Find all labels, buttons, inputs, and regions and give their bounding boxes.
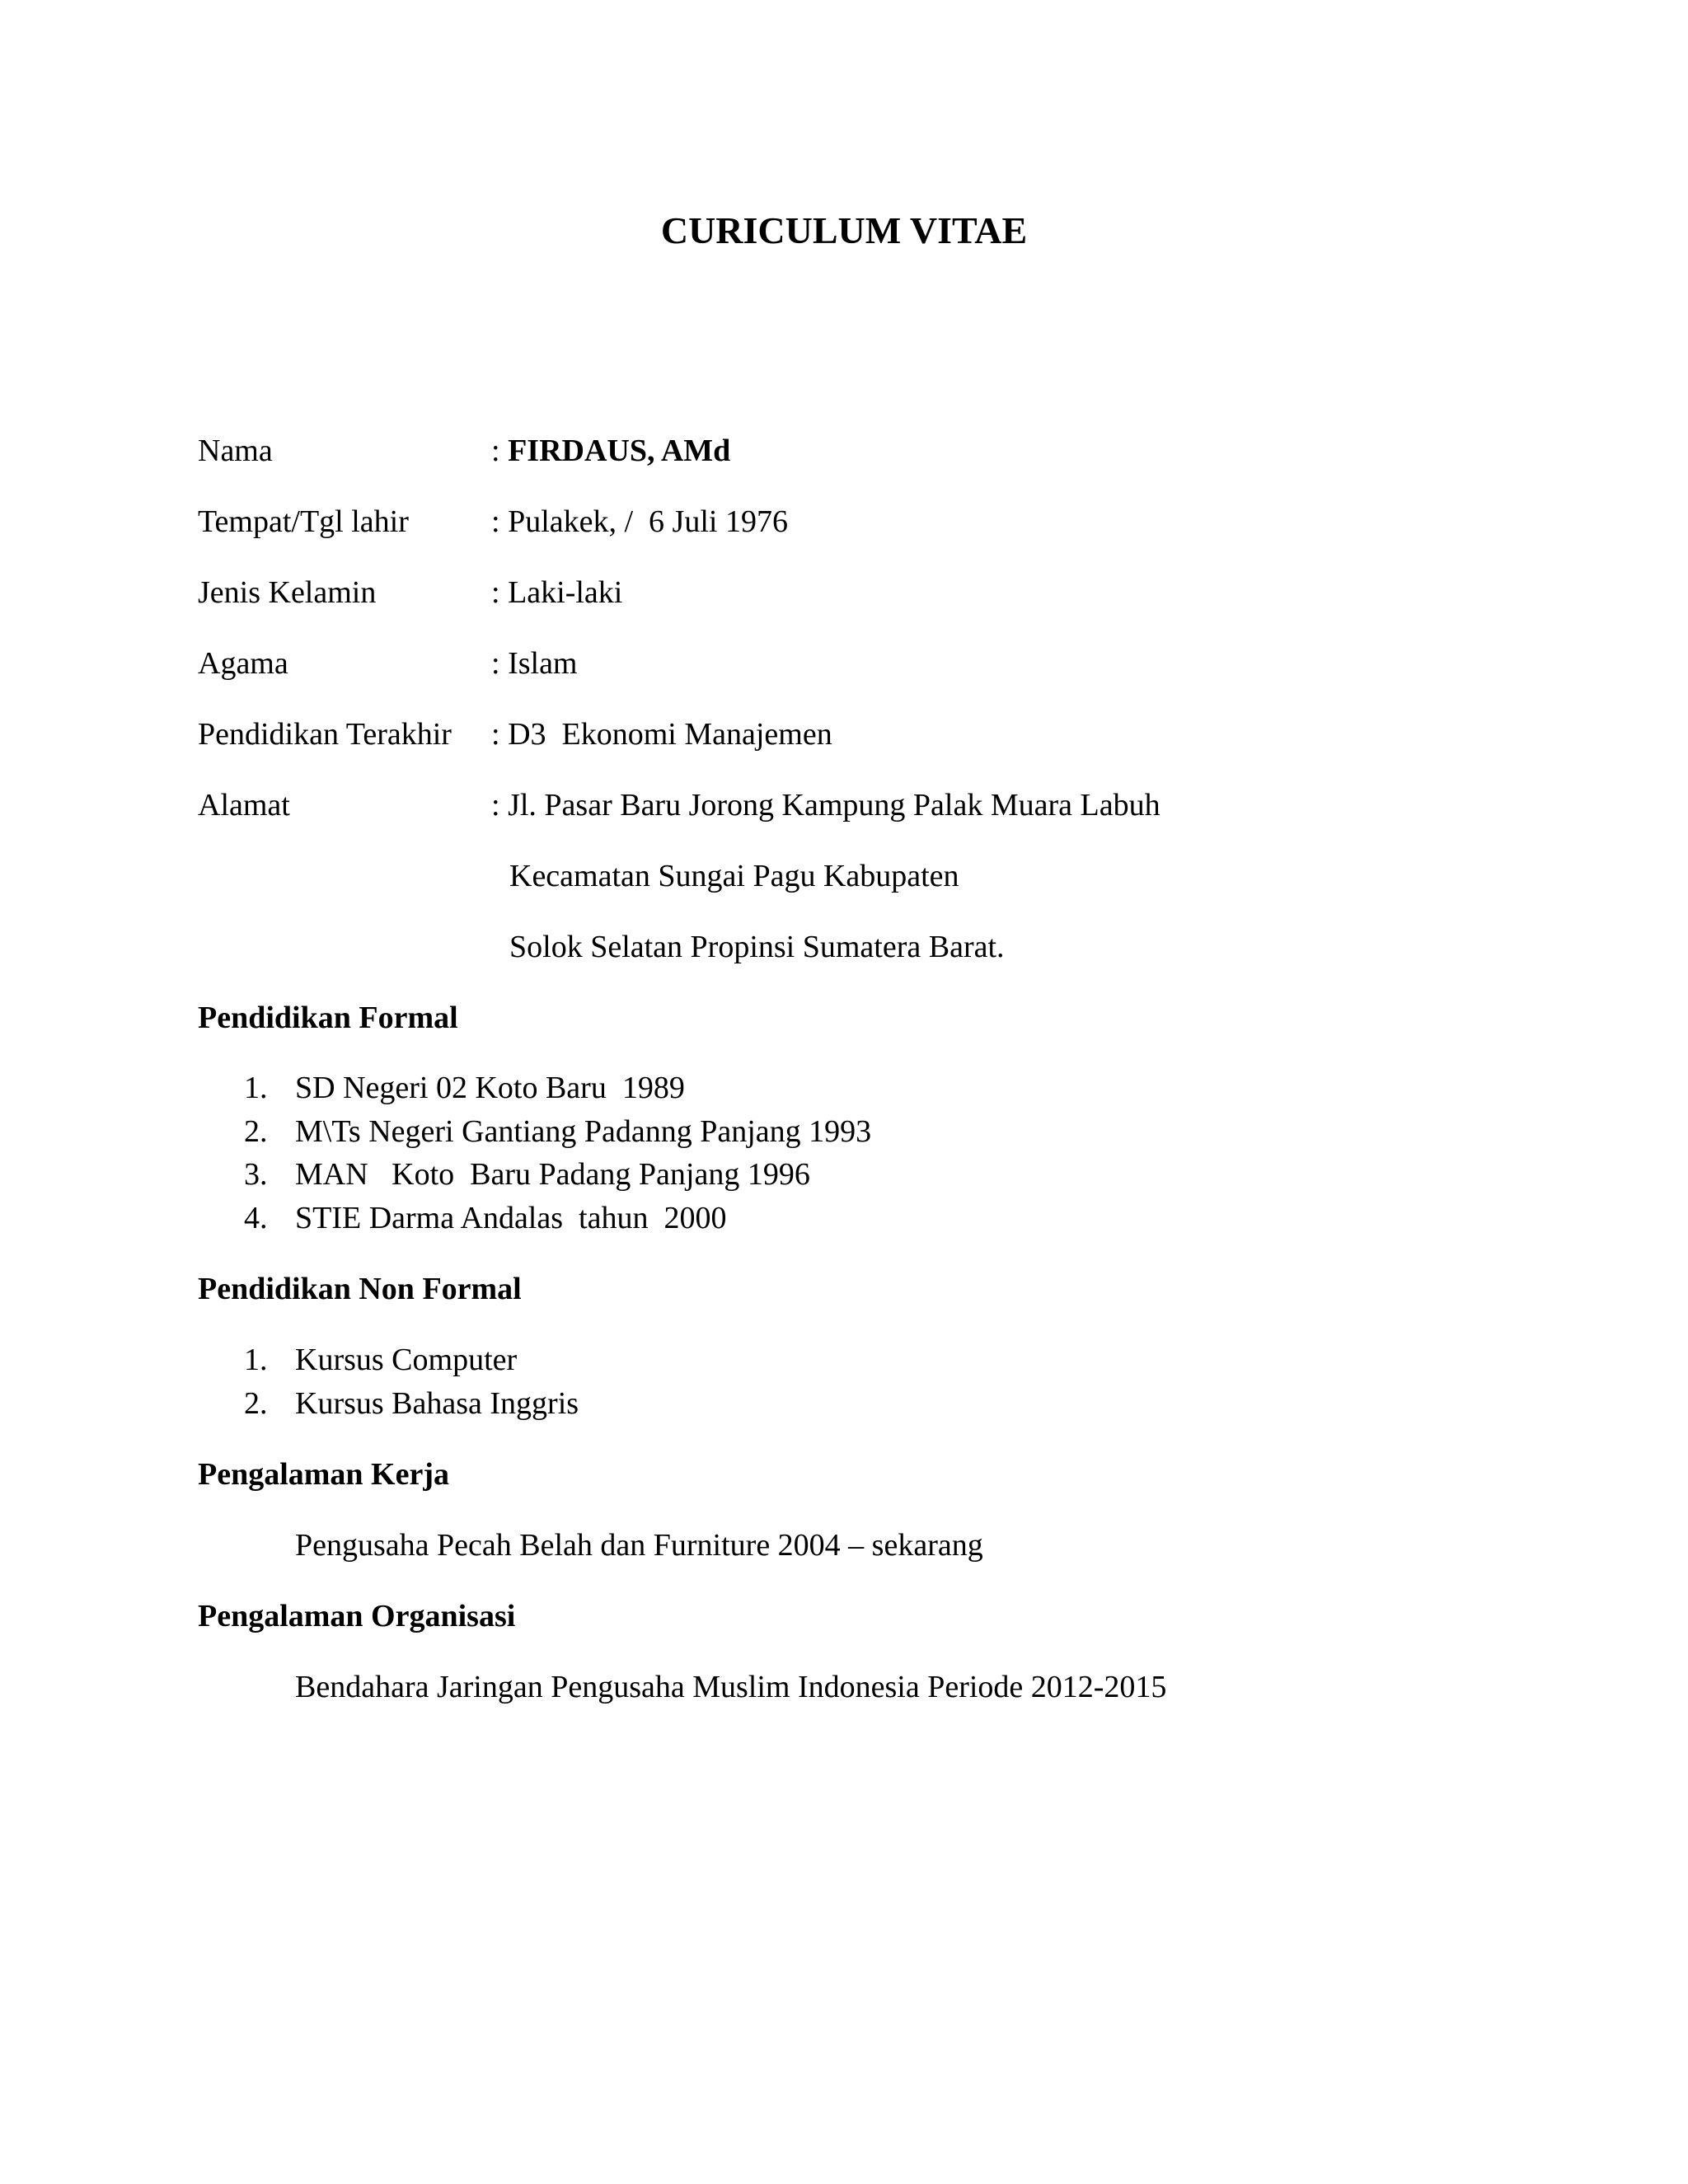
list-number: 1.	[244, 1343, 268, 1377]
list-number: 4.	[244, 1201, 268, 1235]
address-line: Kecamatan Sungai Pagu Kabupaten	[509, 859, 959, 893]
bio-label-jenis-kelamin: Jenis Kelamin	[198, 575, 377, 610]
list-number: 1.	[244, 1071, 268, 1105]
organization-experience-text: Bendahara Jaringan Pengusaha Muslim Indonesia Periode 2012-2015	[295, 1670, 1167, 1704]
bio-value-text: FIRDAUS, AMd	[508, 434, 731, 468]
bio-label-tempat-tgl-lahir: Tempat/Tgl lahir	[198, 504, 409, 539]
bio-colon: :	[491, 646, 500, 681]
list-number: 2.	[244, 1386, 268, 1421]
bio-label-nama: Nama	[198, 434, 273, 468]
bio-value-text: Laki-laki	[508, 575, 623, 610]
section-heading-pengalaman-kerja: Pengalaman Kerja	[198, 1457, 450, 1492]
bio-label-pendidikan-terakhir: Pendidikan Terakhir	[198, 717, 452, 752]
bio-value-jenis-kelamin	[491, 573, 622, 612]
bio-colon: :	[491, 575, 500, 610]
section-heading-pendidikan-formal: Pendidikan Formal	[198, 1001, 458, 1035]
bio-value-alamat	[491, 785, 1160, 825]
bio-label-agama: Agama	[198, 646, 288, 681]
bio-value-text: Islam	[508, 646, 578, 681]
address-line: Solok Selatan Propinsi Sumatera Barat.	[509, 930, 1005, 964]
list-item: M\Ts Negeri Gantiang Padanng Panjang 1993	[295, 1114, 872, 1149]
list-item: Kursus Computer	[295, 1343, 518, 1377]
bio-value-nama	[491, 431, 730, 471]
bio-value-text: D3 Ekonomi Manajemen	[508, 717, 832, 752]
list-item: SD Negeri 02 Koto Baru 1989	[295, 1071, 685, 1105]
list-item: MAN Koto Baru Padang Panjang 1996	[295, 1157, 810, 1192]
bio-colon: :	[491, 717, 500, 752]
list-number: 2.	[244, 1114, 268, 1149]
bio-value-agama	[491, 644, 578, 683]
section-heading-pendidikan-non-formal: Pendidikan Non Formal	[198, 1272, 522, 1306]
bio-colon: :	[491, 788, 500, 823]
list-item: STIE Darma Andalas tahun 2000	[295, 1201, 727, 1235]
bio-label-alamat: Alamat	[198, 788, 290, 823]
list-item: Kursus Bahasa Inggris	[295, 1386, 579, 1421]
bio-value-text: Jl. Pasar Baru Jorong Kampung Palak Muara Labuh	[508, 788, 1160, 823]
list-number: 3.	[244, 1157, 268, 1192]
section-heading-pengalaman-organisasi: Pengalaman Organisasi	[198, 1599, 516, 1633]
work-experience-text: Pengusaha Pecah Belah dan Furniture 2004 – sekarang	[295, 1528, 983, 1563]
document-title: CURICULUM VITAE	[660, 209, 1028, 251]
bio-value-text: Pulakek, / 6 Juli 1976	[508, 504, 788, 539]
bio-colon: :	[491, 504, 500, 539]
bio-value-pendidikan-terakhir	[491, 715, 832, 754]
bio-colon: :	[491, 434, 500, 468]
bio-value-tempat-tgl-lahir	[491, 502, 788, 541]
